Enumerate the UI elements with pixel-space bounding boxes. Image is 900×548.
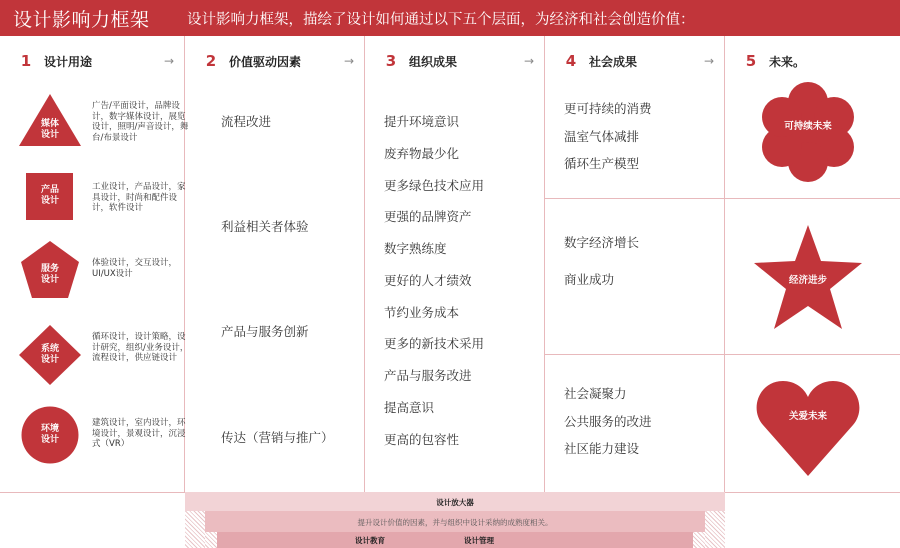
social-outcome-item: 公共服务的改进 [564, 414, 652, 429]
column-title: 组织成果 [409, 54, 458, 69]
social-outcome-item: 更可持续的消费 [564, 101, 652, 116]
social-outcome-item: 社区能力建设 [564, 441, 640, 456]
column-title: 价值驱动因素 [229, 54, 302, 69]
org-outcome-item: 数字熟练度 [384, 241, 447, 256]
hatch-decoration [693, 532, 705, 548]
media-design-label: 媒体 设计 [40, 119, 59, 140]
heart-shape-icon [755, 379, 861, 477]
org-outcome-item: 节约业务成本 [384, 305, 460, 320]
hatch-decoration [185, 511, 205, 548]
column-header [0, 50, 184, 72]
service-design-label: 服务 设计 [40, 264, 59, 285]
product-design-label: 产品 设计 [40, 185, 59, 206]
row-divider [545, 354, 900, 355]
org-outcome-item: 更好的人才绩效 [384, 273, 472, 288]
hatch-decoration [705, 511, 725, 548]
column-number: 4 [565, 52, 577, 70]
column-number: 5 [745, 52, 757, 70]
org-outcome-item: 提升环境意识 [384, 114, 460, 129]
column-title: 设计用途 [44, 54, 93, 69]
sustainable-future-label: 可持续未来 [784, 121, 832, 132]
column-title: 未来。 [769, 54, 806, 69]
org-outcome-item: 产品与服务改进 [384, 368, 472, 383]
page-title: 设计影响力框架 [13, 8, 150, 31]
amplifier-title: 设计放大器 [436, 498, 474, 507]
org-outcome-item: 更多的新技术采用 [384, 336, 485, 351]
arrow-right-icon: → [343, 54, 354, 68]
flower-shape-icon [756, 80, 860, 184]
service-design-description: 体验设计，交互设计，UI/UX设计 [92, 258, 178, 279]
hatch-decoration [205, 532, 217, 548]
value-driver-item: 流程改进 [221, 114, 272, 129]
product-design-description: 工业设计，产品设计，家具设计，时尚和配件设计，软件设计 [92, 182, 186, 213]
caring-future-label: 关爱未来 [788, 411, 827, 422]
system-design-description: 循环设计，设计策略，设计研究，组织/业务设计，流程设计，供应链设计 [92, 332, 189, 363]
column-number: 1 [20, 52, 32, 70]
column-title: 社会成果 [589, 54, 638, 69]
column-futures [725, 36, 900, 492]
column-number: 3 [385, 52, 397, 70]
column-header [545, 50, 724, 72]
page-description: 设计影响力框架，描绘了设计如何通过以下五个层面，为经济和社会创造价值： [187, 11, 695, 28]
header-bar [0, 0, 900, 36]
system-design-label: 系统 设计 [40, 344, 59, 365]
value-driver-item: 传达（营销与推广） [221, 430, 334, 445]
social-outcome-item: 温室气体减排 [564, 129, 640, 144]
social-outcome-item: 循环生产模型 [564, 156, 640, 171]
column-value-drivers [185, 36, 365, 492]
social-outcome-item: 社会凝聚力 [564, 386, 627, 401]
amplifier-description: 提升设计价值的因素，并与组织中设计采纳的成熟度相关。 [357, 518, 553, 527]
org-outcome-item: 更强的品牌资产 [384, 209, 472, 224]
column-header [725, 50, 900, 72]
arrow-right-icon: → [523, 54, 534, 68]
org-outcome-item: 更多绿色技术应用 [384, 178, 485, 193]
column-design-uses [0, 36, 189, 492]
media-design-description: 广告/平面设计，品牌设计，数字媒体设计，展览设计，照明/声音设计，舞台/布景设计 [92, 101, 189, 143]
org-outcome-item: 更高的包容性 [384, 432, 460, 447]
org-outcome-item: 废弃物最少化 [384, 146, 460, 161]
column-organizational-outcomes [365, 36, 545, 492]
arrow-right-icon: → [703, 54, 714, 68]
amplifier-item-design-management: 设计管理 [464, 536, 494, 545]
amplifier-item-design-education: 设计教育 [355, 536, 385, 545]
org-outcome-item: 提高意识 [384, 400, 435, 415]
amplifier-items-band [217, 532, 693, 548]
amplifier-description-band [205, 511, 705, 532]
column-social-outcomes [545, 36, 725, 492]
environment-design-description: 建筑设计，室内设计，环境设计，景观设计，沉浸式（VR） [92, 418, 186, 449]
value-driver-item: 利益相关者体验 [221, 219, 309, 234]
column-number: 2 [205, 52, 217, 70]
row-divider [545, 198, 900, 199]
column-header [185, 50, 364, 72]
economic-progress-label: 经济进步 [788, 275, 827, 286]
amplifier-title-band [185, 492, 725, 511]
arrow-right-icon: → [163, 54, 174, 68]
column-header [365, 50, 544, 72]
social-outcome-item: 商业成功 [564, 272, 615, 287]
value-driver-item: 产品与服务创新 [221, 324, 309, 339]
social-outcome-item: 数字经济增长 [564, 235, 640, 250]
environment-design-label: 环境 设计 [40, 424, 59, 445]
